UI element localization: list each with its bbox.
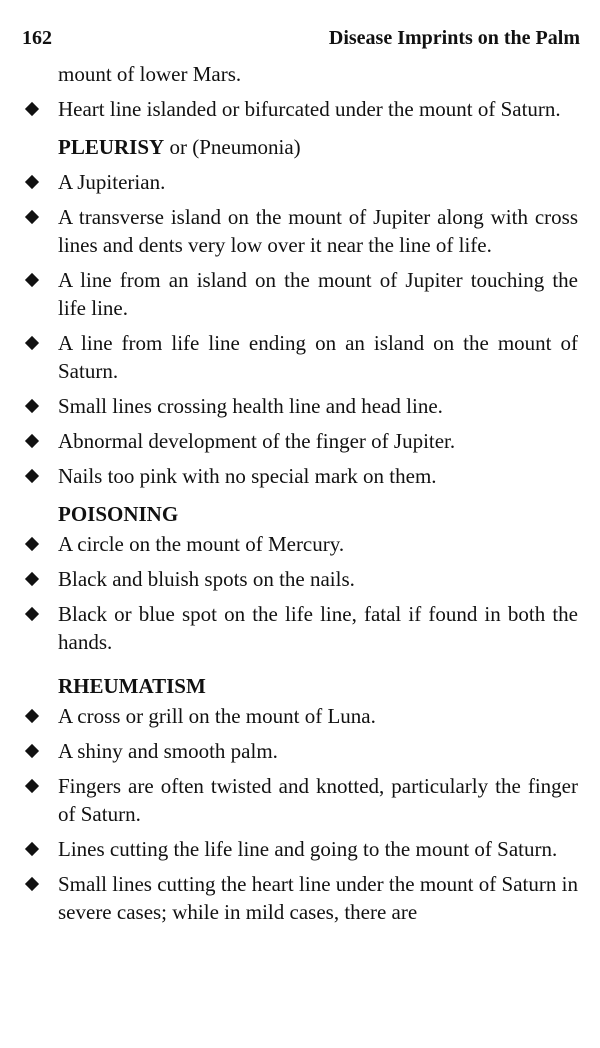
diamond-bullet-icon xyxy=(25,842,39,856)
list-item xyxy=(24,203,578,259)
diamond-bullet-icon xyxy=(25,273,39,287)
list-item xyxy=(24,427,578,455)
list-item xyxy=(24,737,578,765)
diamond-bullet-icon xyxy=(25,469,39,483)
list-item xyxy=(24,565,578,593)
list-item-text: Heart line islanded or bifurcated under the mount of Saturn. xyxy=(58,97,561,121)
list-item-text: Lines cutting the life line and going to the mount of Saturn. xyxy=(58,837,558,861)
running-title: Disease Imprints on the Palm xyxy=(328,27,580,49)
page-number: 162 xyxy=(22,27,52,49)
diamond-bullet-icon xyxy=(25,572,39,586)
list-item xyxy=(24,95,578,123)
list-item xyxy=(24,530,578,558)
continuation-text: mount of lower Mars. xyxy=(58,62,242,86)
list-item xyxy=(24,600,578,656)
section-title-suffix: or (Pneumonia) xyxy=(164,135,301,159)
section-heading-rheumatism xyxy=(24,672,578,700)
section-title: PLEURISY xyxy=(58,135,165,159)
list-item-text: A transverse island on the mount of Jupiter along with cross lines and dents very low over it near the line of life. xyxy=(58,205,578,257)
diamond-bullet-icon xyxy=(25,709,39,723)
list-item xyxy=(24,329,578,385)
list-item xyxy=(24,168,578,196)
diamond-bullet-icon xyxy=(25,877,39,891)
list-item-text: A Jupiterian. xyxy=(58,170,166,194)
list-item xyxy=(24,870,578,926)
list-item xyxy=(24,702,578,730)
diamond-bullet-icon xyxy=(25,744,39,758)
list-item xyxy=(24,835,578,863)
list-item-text: Nails too pink with no special mark on them. xyxy=(58,464,437,488)
page-body xyxy=(24,60,578,926)
diamond-bullet-icon xyxy=(25,537,39,551)
diamond-bullet-icon xyxy=(25,434,39,448)
list-item-text: Fingers are often twisted and knotted, particularly the finger of Saturn. xyxy=(58,774,578,826)
list-item xyxy=(24,462,578,490)
section-title: RHEUMATISM xyxy=(58,674,206,698)
page-header xyxy=(22,27,580,55)
section-title: POISONING xyxy=(58,502,179,526)
diamond-bullet-icon xyxy=(25,607,39,621)
list-item-text: A shiny and smooth palm. xyxy=(58,739,278,763)
list-item-text: Abnormal development of the finger of Jupiter. xyxy=(58,429,456,453)
list-item-text: Black or blue spot on the life line, fatal if found in both the hands. xyxy=(58,602,578,654)
section-heading-pleurisy xyxy=(24,133,578,161)
list-item xyxy=(24,266,578,322)
section-heading-poisoning xyxy=(24,500,578,528)
diamond-bullet-icon xyxy=(25,336,39,350)
diamond-bullet-icon xyxy=(25,399,39,413)
list-item-text: A line from life line ending on an island on the mount of Saturn. xyxy=(58,331,578,383)
list-item xyxy=(24,392,578,420)
list-item-text: Small lines crossing health line and head line. xyxy=(58,394,443,418)
list-item-text: Small lines cutting the heart line under the mount of Saturn in severe cases; while in mild cases, there are xyxy=(58,872,578,924)
list-item xyxy=(24,772,578,828)
list-item-text: A circle on the mount of Mercury. xyxy=(58,532,345,556)
list-item-text: A line from an island on the mount of Jupiter touching the life line. xyxy=(58,268,578,320)
list-item-text: A cross or grill on the mount of Luna. xyxy=(58,704,376,728)
diamond-bullet-icon xyxy=(25,102,39,116)
list-item-text: Black and bluish spots on the nails. xyxy=(58,567,355,591)
diamond-bullet-icon xyxy=(25,210,39,224)
diamond-bullet-icon xyxy=(25,175,39,189)
diamond-bullet-icon xyxy=(25,779,39,793)
